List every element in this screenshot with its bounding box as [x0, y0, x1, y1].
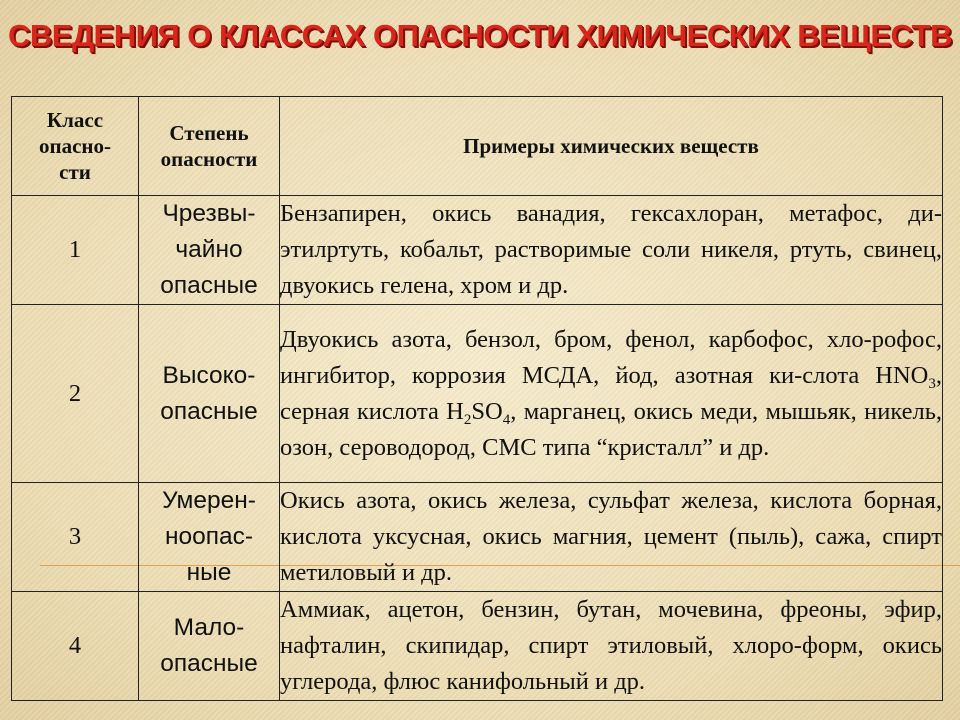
hazard-degree-text: Чрезвы-чайно опасные: [160, 200, 258, 299]
subscript: 2: [463, 411, 472, 428]
class-number: 4: [12, 592, 139, 701]
substance-examples-text: Бензапирен, окись ванадия, гексахлоран, метафос, ди-этилртуть, кобальт, растворимые соли никеля, ртуть, свинец, двуокись гелена, хром и др.: [280, 200, 942, 299]
hazard-degree: [139, 305, 280, 483]
hazard-degree: [139, 592, 280, 701]
examples-part: , серная кислота H: [280, 361, 942, 425]
substance-examples-text: Аммиак, ацетон, бензин, бутан, мочевина, фреоны, эфир, нафталин, скипидар, спирт этиловый, хлоро-форм, окись углерода, флюс канифольный и др.: [280, 596, 942, 695]
header-class-text: Класс опасно-сти: [38, 108, 111, 184]
table-header-row: [12, 97, 943, 196]
substance-examples: [280, 305, 943, 483]
table-row: [12, 483, 943, 592]
page-title: СВЕДЕНИЯ О КЛАССАХ ОПАСНОСТИ ХИМИЧЕСКИХ ВЕЩЕСТВ: [8, 18, 952, 53]
class-number: 3: [12, 483, 139, 592]
examples-part: Двуокись азота, бензол, бром, фенол, карбофос, хло-рофос, ингибитор, коррозия МСДА, йод, азотная ки-слота HNO: [280, 325, 942, 389]
table-row: [12, 196, 943, 305]
table-row: [12, 592, 943, 701]
header-degree: [139, 97, 280, 196]
substance-examples: [280, 196, 943, 305]
hazard-degree: [139, 196, 280, 305]
hazard-class-table: [11, 96, 943, 701]
examples-part: SO: [471, 397, 503, 425]
header-degree-text: Степень опасности: [160, 121, 258, 171]
substance-examples: [280, 483, 943, 592]
examples-part: , марганец, окись меди, мышьяк, никель, озон, сероводород, СМС типа “кристалл” и др.: [280, 397, 943, 461]
subscript: 3: [928, 375, 936, 392]
substance-examples-text: [280, 322, 942, 466]
header-class: [12, 97, 139, 196]
substance-examples: [280, 592, 943, 701]
class-number: 2: [12, 305, 139, 483]
class-number: 1: [12, 196, 139, 305]
table-row: [12, 305, 943, 483]
hazard-degree-text: Умерен-ноопас-ные: [162, 487, 256, 586]
hazard-degree: [139, 483, 280, 592]
hazard-degree-text: Высоко-опасные: [160, 361, 258, 425]
substance-examples-text: Окись азота, окись железа, сульфат железа, кислота борная, кислота уксусная, окись магния, цемент (пыль), сажа, спирт метиловый и др.: [280, 487, 942, 586]
hazard-degree-text: Мало-опасные: [160, 614, 258, 677]
subscript: 4: [502, 411, 511, 428]
header-examples: Примеры химических веществ: [280, 97, 943, 196]
